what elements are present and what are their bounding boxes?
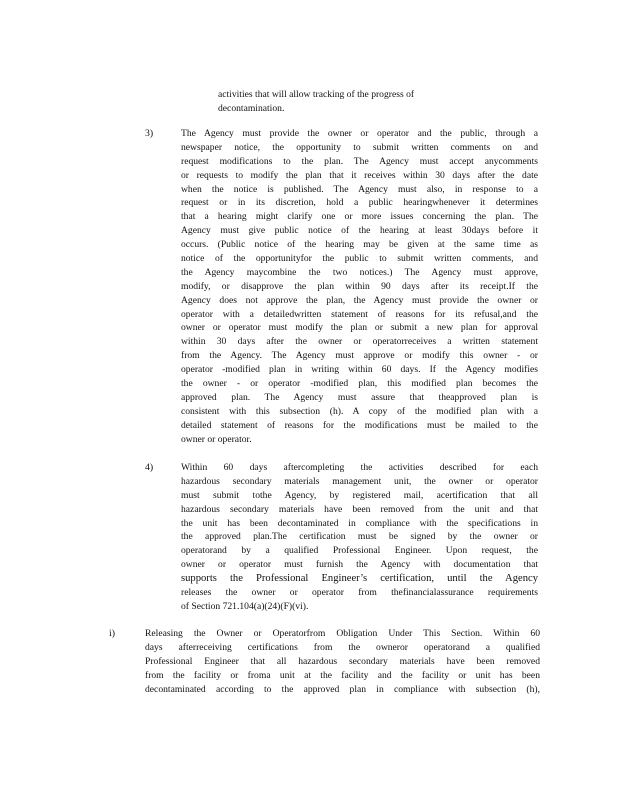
item4-line: Within 60 days aftercompleting the activities described for each	[181, 462, 538, 473]
item3-line: newspaper notice, the opportunity to submit written comments on and	[181, 141, 538, 153]
item-4-paragraph	[181, 461, 538, 614]
itemI-line: decontaminated according to the approved plan in compliance with subsection (h),	[145, 683, 540, 695]
item3-line: when the notice is published. The Agency must also, in response to a	[181, 183, 538, 195]
itemI-line: from the facility or froma unit at the facility and the facility or unit has been	[145, 669, 540, 681]
item-3-paragraph	[181, 127, 538, 446]
itemI-line: days afterreceiving certifications from the owneror operatorand a qualified	[145, 641, 540, 653]
continuation-line: decontamination.	[218, 102, 285, 114]
item4-line: operatorand by a qualified Professional Engineer. Upon request, the	[181, 545, 538, 557]
item4-line: the approved plan.The certification must be signed by the owner or	[181, 531, 538, 543]
item4-line: the unit has been decontaminated in compliance with the specifications in	[181, 517, 538, 529]
item3-line: Agency must give public notice of the hearing at least 30days before it	[181, 225, 538, 237]
item3-line: request or in its discretion, hold a public hearingwhenever it determines	[181, 197, 538, 209]
item-i-paragraph	[145, 627, 540, 696]
item3-line: Agency does not approve the plan, the Agency must provide the owner or	[181, 294, 538, 306]
item3-line: operator -modified plan in writing within 60 days. If the Agency modifies	[181, 364, 538, 376]
item3-line: within 30 days after the owner or operatorreceives a written statement	[181, 336, 538, 348]
continuation-line: activities that will allow tracking of the progress of	[218, 89, 415, 100]
item3-line: modify, or disapprove the plan within 90 days after its receipt.If the	[181, 280, 538, 292]
item3-line: owner or operator must modify the plan or submit a new plan for approval	[181, 322, 538, 334]
item4-line: hazardous secondary materials management unit, the owner or operator	[181, 475, 538, 487]
item3-line: the owner - or operator -modified plan, this modified plan becomes the	[181, 378, 538, 390]
item4-line: owner or operator must furnish the Agency with documentation that	[181, 559, 538, 571]
item3-line: the Agency maycombine the two notices.) The Agency must approve,	[181, 266, 538, 278]
item3-line: detailed statement of reasons for the modifications must be mailed to the	[181, 419, 538, 431]
item3-line: request modifications to the plan. The Agency must accept anycomments	[181, 155, 538, 167]
item3-line: owner or operator.	[181, 433, 252, 445]
item3-line: The Agency must provide the owner or operator and the public, through a	[181, 128, 538, 139]
item3-line: operator with a detailedwritten statement of reasons for its refusal,and the	[181, 308, 538, 320]
item3-line: notice of the opportunityfor the public to submit written comments, and	[181, 253, 538, 265]
item3-line: consistent with this subsection (h). A copy of the modified plan with a	[181, 405, 538, 417]
item4-line: of Section 721.104(a)(24)(F)(vi).	[181, 600, 309, 612]
item-3-marker: 3)	[145, 128, 154, 139]
item3-line: approved plan. The Agency must assure that theapproved plan is	[181, 391, 538, 403]
itemI-line: Professional Engineer that all hazardous secondary materials have been removed	[145, 655, 540, 667]
item3-line: that a hearing might clarify one or more issues concerning the plan. The	[181, 211, 538, 223]
item4-line: supports the Professional Engineer’s certification, until the Agency	[181, 573, 538, 585]
item3-line: occurs. (Public notice of the hearing may be given at the same time as	[181, 239, 538, 251]
continuation-paragraph	[218, 88, 463, 116]
item4-line: must submit tothe Agency, by registered mail, acertification that all	[181, 489, 538, 501]
item4-line: releases the owner or operator from thefinancialassurance requirements	[181, 587, 538, 599]
item-i-marker: i)	[109, 628, 115, 639]
item3-line: or requests to modify the plan that it receives within 30 days after the date	[181, 169, 538, 181]
item4-line: hazardous secondary materials have been removed from the unit and that	[181, 503, 538, 515]
itemI-line: Releasing the Owner or Operatorfrom Obligation Under This Section. Within 60	[145, 628, 540, 639]
item3-line: from the Agency. The Agency must approve or modify this owner - or	[181, 350, 538, 362]
item-4-marker: 4)	[145, 462, 154, 473]
